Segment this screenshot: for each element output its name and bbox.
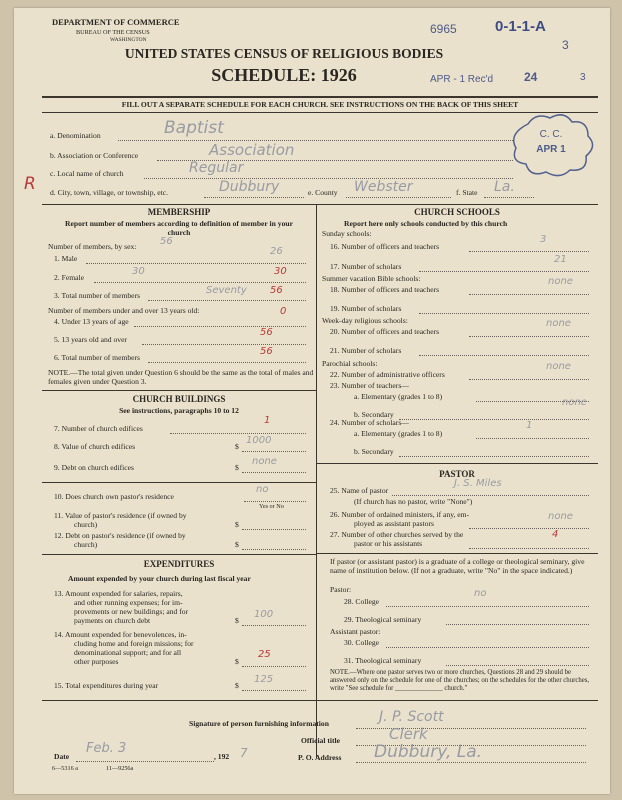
q6-line [148,362,306,363]
schedule-title: SCHEDULE: 1926 [211,65,357,85]
q24b-label: b. Secondary [354,447,394,456]
q24b-line [399,456,589,457]
q6-label: 6. Total number of members [54,353,141,362]
q10-value[interactable]: no [256,484,269,495]
q7-value[interactable]: 1 [264,415,271,426]
q10-label: 10. Does church own pastor's residence [54,492,174,501]
q22-line [469,379,589,380]
denomination-value[interactable]: Baptist [164,118,224,138]
membership-note: NOTE.—The total given under Question 6 should be the same as the total of males and females given under Question 3. [48,368,314,386]
denomination-label: a. Denomination [50,131,101,140]
q15-value[interactable]: 125 [254,674,274,685]
q4-label: 4. Under 13 years of age [54,317,129,326]
q11-label-a: 11. Value of pastor's residence (if owned by [54,511,187,520]
q24a-line [476,438,589,439]
year-value[interactable]: 7 [240,746,248,760]
membership-intro: Report number of members according to definition of member in your church [65,219,293,237]
received-stamp: APR - 1 Rec'd [430,74,494,85]
q24-label: 24. Number of scholars— [330,418,409,427]
q14-label-b: cluding home and foreign missions; for [74,639,194,648]
q27-label-b: pastor or his assistants [354,539,423,548]
form-number: 6—5316 a [52,765,78,772]
q14-line [242,666,306,667]
pastor-sub-label: Pastor: [330,585,352,594]
parochial-label: Parochial schools: [322,359,378,368]
q27-value[interactable]: 4 [552,529,559,540]
q1-label: 1. Male [54,254,78,263]
q13-value[interactable]: 100 [254,609,274,620]
cc-stamp-line1: C. C. [539,129,563,140]
q15-label: 15. Total expenditures during year [54,681,159,690]
q18-line [469,294,589,295]
q15-line [242,690,306,691]
q26-value[interactable]: none [548,511,573,522]
q4-value[interactable]: 0 [280,306,287,317]
q30-line [386,647,589,648]
q13-label-d: payments on church debt [74,616,151,625]
q19-line [419,313,589,314]
county-line [346,197,451,198]
association-value[interactable]: Association [209,141,295,159]
q24a-label: a. Elementary (grades 1 to 8) [354,429,443,438]
q3-label: 3. Total number of members [54,291,141,300]
q7-label: 7. Number of church edifices [54,424,143,433]
q23a-label: a. Elementary (grades 1 to 8) [354,392,443,401]
q29-line [446,624,589,625]
q28-line [386,606,589,607]
buildings-inner-rule [42,482,316,483]
q2-line [94,282,306,283]
q3-line [148,300,306,301]
q1-line [86,263,306,264]
county-label: e. County [308,188,338,197]
yes-no-hint: Yes or No [259,503,284,510]
official-title-value[interactable]: Clerk [389,725,428,743]
city-value[interactable]: Dubbury [219,179,280,195]
q19-label: 19. Number of scholars [330,304,402,313]
q16-line [469,251,589,252]
local-name-value[interactable]: Regular [189,160,244,176]
q14-label-d: other purposes [74,657,119,666]
graduate-note: If pastor (or assistant pastor) is a graduate of a college or theological seminary, give name of institution below. (If not a graduate, write "No" in the space indicated.) [330,557,585,575]
q9-line [242,472,306,473]
q11-label-b: church) [74,520,98,529]
q23-label: 23. Number of teachers— [330,381,409,390]
q22-value[interactable]: none [546,361,571,372]
official-title-label: Official title [301,736,341,745]
association-label: b. Association or Conference [50,151,139,160]
footer-rule [42,700,598,701]
q20-line [469,336,589,337]
q27-line [469,548,589,549]
date-label: Date [54,752,70,761]
state-label: f. State [456,188,478,197]
q21-line [419,355,589,356]
q9-value[interactable]: none [252,456,277,467]
city-line [204,197,304,198]
q25-value[interactable]: J. S. Miles [454,478,502,489]
q28-label: 28. College [344,597,380,606]
date-line [76,761,214,762]
received-number-2: 3 [580,72,586,83]
q23b-value[interactable]: none [562,397,587,408]
q13-label-c: provements or new buildings; and for [74,607,189,616]
q31-line [446,665,589,666]
q5-value[interactable]: 56 [260,327,273,338]
q13-line [242,625,306,626]
membership-heading: MEMBERSHIP [147,207,211,217]
form-title: UNITED STATES CENSUS OF RELIGIOUS BODIES [124,46,444,61]
q20-label: 20. Number of officers and teachers [330,327,440,336]
date-value[interactable]: Feb. 3 [86,741,127,756]
q25-note: (If church has no pastor, write "None") [354,497,473,506]
q31-label: 31. Theological seminary [344,656,422,665]
q27-label-a: 27. Number of other churches served by the [330,530,464,539]
q9-label: 9. Debt on church edifices [54,463,134,472]
year-label: , 192 [214,752,230,761]
q2-value[interactable]: 30 [274,266,287,277]
buildings-sub: See instructions, paragraphs 10 to 12 [119,406,239,415]
q16-label: 16. Number of officers and teachers [330,242,440,251]
q28-value[interactable]: no [474,588,487,599]
q10-line [244,501,306,502]
schools-sub: Report here only schools conducted by this church [344,219,508,228]
q6-value[interactable]: 56 [260,346,273,357]
q8-value[interactable]: 1000 [246,435,272,446]
q25-label: 25. Name of pastor [330,486,389,495]
pastor-rule [316,463,598,464]
q13-label-b: and other running expenses; for im- [74,598,183,607]
classification-sub: 3 [562,38,569,52]
serial-number: 6965 [430,22,457,36]
q24a-value[interactable]: 1 [526,420,533,431]
q3-value[interactable]: 56 [270,285,283,296]
pastor-note: NOTE.—Where one pastor serves two or more churches, Questions 28 and 29 should be answered only on the schedule for one of the churches; on the schedules for the other churches, write "See schedule for ______________ church." [330,669,590,692]
signature-value[interactable]: J. P. Scott [379,709,444,725]
classification-code: 0-1-1-A [495,18,546,35]
sunday-label: Sunday schools: [322,229,372,238]
po-address-line [356,762,586,763]
q5-label: 5. 13 years old and over [54,335,127,344]
pastor-heading: PASTOR [439,469,475,479]
q7-line [170,433,306,434]
schools-heading: CHURCH SCHOOLS [414,207,500,217]
city-label: d. City, town, village, or township, etc. [50,188,169,197]
po-address-label: P. O. Address [298,753,342,762]
census-form-sheet: DEPARTMENT OF COMMERCE BUREAU OF THE CENSUS WASHINGTON 6965 0-1-1-A 3 UNITED STATES CENSUS OF RELIGIOUS BODIES SCHEDULE: 1926 APR - 1 Rec'd 24 3 FILL OUT A SEPARATE SCHEDULE FOR EACH CHURCH. SEE INSTRUCTIONS ON THE BACK OF THIS SHEET C. C. APR 1 R a. Denomination Baptist b. Association or Conference Association c. Local name of church Regular d. City, town, village, or township, etc. Dubbury e. County Webster f. State La. MEMBERSHIP Report number of members according to definition of member in your church Number of members, by sex: 56 1. Male 26 2. Female 30 30 3. Total number of members Seventy 56 Number of members under and over 13 years old: 4. Under 13 years of age 0 5. 13 years old and over 56 6. Total number of members 56 NOTE.—The total given under Question 6 should be the same as the total of males and females given under Question 3. CHURCH BUILDINGS See instructions, paragraphs 10 to 12 7. Number of church edifices 1 8. Value of church edifices $ 1000 9. Debt on church edifices $ none 10. Does church own pastor's residence no Yes or No 11. Value of pastor's residence (if owned by church) $ 12. Debt on pastor's residence (if owned by church) $ EXPENDITURES Amount expended by your church during last fiscal year 13. Amount expended for salaries, repairs, and other running expenses; for im- provements or new buildings; and for payments on church debt $ 100 14. Amount expended for benevolences, in- cluding home and foreign missions; for denominational support; and for all other purposes $ 25 15. Total expenditures during year $ 125 CHURCH SCHOOLS Report here only schools conducted by this church Sunday schools: 16. Number of officers and teachers 3 17. Number of scholars 21 Summer vacation Bible schools: 18. Number of officers and teachers none 19. Number of scholars Week-day religious schools: 20. Number of officers and teachers none 21. Number of scholars Parochial schools: 22. Number of administrative officers none 23. Number of teachers— a. Elementary (grades 1 to 8) b. Secondary none 24. Number of scholars— a. Elementary (grades 1 to 8) 1 b. Secondary PASTOR 25. Name of pastor J. S. Miles (If church has no pastor, write "None") 26. Number of ordained ministers, if any, em- ployed as assistant pastors none 27. Number of other churches served by the pastor or his assistants 4 If pastor (or assistant pastor) is a graduate of a college or theological seminary, give name of institution below. (If not a graduate, write "No" in the space indicated.) Pastor: 28. College no 29. Theological seminary Assistant pastor: 30. College 31. Theological seminary NOTE.—Where one pastor serves two or more churches, Questions 28 and 29 should be answered only on the schedule for one of the churches; on the schedules for the other churches, write "See schedule for ______________ church." Signature of person furnishing information J. P. Scott Official title Clerk Date Feb. 3 , 192 7 P. O. Address Dubbury, La. 6—5316 a 11—9256a [14,8,610,794]
q23b-label: b. Secondary [354,410,394,419]
expenditures-heading: EXPENDITURES [143,559,215,569]
q23b-line [399,419,589,420]
q5-line [142,344,306,345]
buildings-rule [42,390,316,391]
q26-label-a: 26. Number of ordained ministers, if any, em- [330,510,470,519]
q25-line [392,495,589,496]
q26-line [469,528,589,529]
q2-hw[interactable]: 30 [132,266,145,277]
cc-stamp-line2: APR 1 [536,144,566,155]
q1-value[interactable]: 26 [270,246,283,257]
assistant-sub-label: Assistant pastor: [330,627,381,636]
by-sex-label: Number of members, by sex: [48,242,137,251]
instruction-line: FILL OUT A SEPARATE SCHEDULE FOR EACH CHURCH. SEE INSTRUCTIONS ON THE BACK OF THIS SHEET [121,100,519,109]
q2-label: 2. Female [54,273,84,282]
q26-label-b: ployed as assistant pastors [354,519,434,528]
county-value[interactable]: Webster [354,179,413,195]
dept-name: DEPARTMENT OF COMMERCE [52,17,180,27]
header-rule-top [42,96,598,98]
form-number-2: 11—9256a [106,765,134,772]
signature-label: Signature of person furnishing information [189,719,329,728]
q30-label: 30. College [344,638,380,647]
grid-top-rule [42,204,598,205]
by-sex-value[interactable]: 56 [160,236,173,247]
state-line [484,197,534,198]
q12-label-b: church) [74,540,98,549]
q18-label: 18. Number of officers and teachers [330,285,440,294]
q14-value[interactable]: 25 [258,649,271,660]
q4-line [134,326,306,327]
denomination-line [118,140,513,141]
buildings-heading: CHURCH BUILDINGS [132,394,226,404]
summer-label: Summer vacation Bible schools: [322,274,421,283]
q17-label: 17. Number of scholars [330,262,402,271]
local-name-label: c. Local name of church [50,169,124,178]
pastor-inner-rule [316,553,598,554]
margin-mark: R [24,174,36,194]
weekday-label: Week-day religious schools: [322,316,408,325]
q14-label-a: 14. Amount expended for benevolences, in- [54,630,187,639]
q11-line [242,529,306,530]
q20-value[interactable]: none [546,318,571,329]
q17-value[interactable]: 21 [554,254,567,265]
q29-label: 29. Theological seminary [344,615,422,624]
city-name: WASHINGTON [110,37,147,43]
q8-label: 8. Value of church edifices [54,442,136,451]
q12-label-a: 12. Debt on pastor's residence (if owned by [54,531,186,540]
q12-line [242,549,306,550]
grid-center-rule [316,204,317,758]
received-number: 24 [524,70,538,84]
bureau-name: BUREAU OF THE CENSUS [76,29,150,36]
expenditures-sub: Amount expended by your church during last fiscal year [68,574,251,583]
q8-line [242,451,306,452]
q22-label: 22. Number of administrative officers [330,370,445,379]
q13-label-a: 13. Amount expended for salaries, repairs, [54,589,183,598]
expenditures-rule [42,554,316,555]
po-address-value[interactable]: Dubbury, La. [374,742,483,762]
q21-label: 21. Number of scholars [330,346,402,355]
age-line-label: Number of members under and over 13 years old: [48,306,200,315]
local-name-line [144,178,513,179]
q16-value[interactable]: 3 [540,234,547,245]
q3-hw[interactable]: Seventy [206,285,247,296]
state-value[interactable]: La. [494,179,515,195]
q14-label-c: denominational support; and for all [74,648,182,657]
q17-line [419,271,589,272]
q18-value[interactable]: none [548,276,573,287]
